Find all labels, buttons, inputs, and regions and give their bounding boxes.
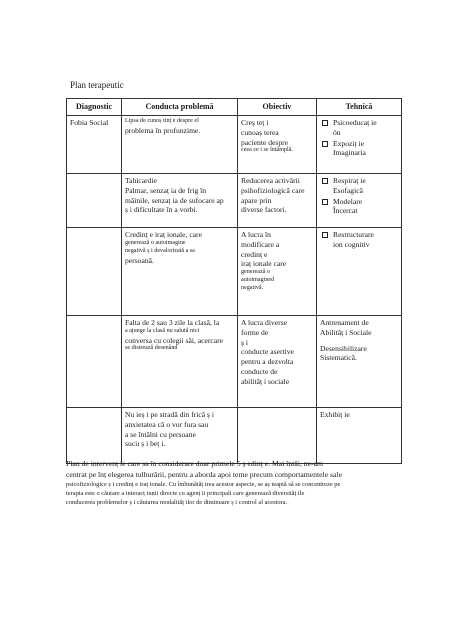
list-item — [320, 197, 398, 216]
cell-obiectiv — [238, 408, 317, 464]
item-text: Încercat — [333, 206, 358, 216]
note-line: terapia este o căutare a interacț iunii directe cu agenț ii principali care generează diversităț ile — [66, 489, 305, 497]
header-tehnica: Tehnică — [317, 99, 402, 116]
cell-conduita — [122, 228, 238, 316]
cell-tehnica — [317, 408, 402, 464]
item-text: Esofagică — [333, 185, 363, 195]
note-line: psicofiziologice ș i credinț e iraț ionale. Cu îmbunătăț irea acestor aspecte, se aș teaptă să se concentreze pe — [66, 480, 341, 488]
list-item — [320, 230, 398, 249]
cell-conduita — [122, 316, 238, 408]
cell-line: conducte asertive — [241, 347, 294, 357]
cell-line: iraț ionale care — [241, 259, 287, 269]
header-diagnostic: Diagnostic — [67, 99, 122, 116]
cell-obiectiv — [238, 228, 317, 316]
cell-line: Desensibilizare — [320, 343, 367, 353]
item-text: Modelare — [333, 196, 363, 206]
header-conduita: Conducta problemă — [122, 99, 238, 116]
cell-line: ș i dificultate în a vorbi. — [125, 205, 198, 215]
table-row — [67, 174, 402, 228]
table-header-row — [67, 99, 402, 116]
note-line: conducerea problemelor ș i căutarea modalităț ilor de diminuare ș i control al acestora. — [66, 498, 288, 506]
cell-line: a se întâlni cu persoane — [125, 429, 196, 439]
cell-line: credinț e — [241, 249, 268, 259]
checkbox-icon — [322, 141, 328, 147]
cell-line: anxietatea că o vor fura sau — [125, 419, 209, 429]
cell-diagnostic — [67, 174, 122, 228]
list-item — [320, 139, 398, 158]
cell-obiectiv — [238, 116, 317, 174]
cell-line: pentru a dezvolta — [241, 357, 294, 367]
cell-tehnica — [317, 116, 402, 174]
table-row — [67, 316, 402, 408]
cell-line: modificare a — [241, 239, 280, 249]
item-text: Psicoeducaț ie — [333, 118, 377, 128]
item-text: ion cognitiv — [333, 239, 370, 249]
cell-line: negativă ș i devalorizată a sa — [125, 247, 195, 254]
cell-line: abilităț i sociale — [241, 376, 290, 386]
cell-line: generează o autoimagine — [125, 239, 186, 246]
cell-line: Exhibiț ie — [320, 410, 350, 420]
checkbox-icon — [322, 199, 328, 205]
item-text: Expoziț ie — [333, 138, 364, 148]
cell-line: mâinile, senzaț ia de sufocare ap — [125, 195, 224, 205]
checkbox-icon — [322, 178, 328, 184]
cell-line: ș i — [241, 337, 248, 347]
item-text: Respiraț ie — [333, 176, 366, 186]
cell-line: ceea ce i se întâmplă. — [241, 147, 293, 154]
table-row — [67, 228, 402, 316]
cell-line: Creș teț i — [241, 118, 269, 128]
page-title: Plan terapeutic — [70, 80, 124, 90]
cell-line: Falta de 2 sau 3 zile la clasă, la — [125, 318, 220, 328]
cell-line: Antrenament de — [320, 318, 369, 328]
cell-line: generează o — [241, 269, 270, 276]
checkbox-icon — [322, 232, 328, 238]
cell-line: forme de — [241, 327, 269, 337]
cell-diagnostic — [67, 228, 122, 316]
cell-line: cunoaș terea — [241, 127, 279, 137]
cell-diagnostic: Fobia Social — [67, 116, 122, 174]
cell-line: Sistematică. — [320, 353, 357, 363]
cell-tehnica — [317, 174, 402, 228]
cell-line: Tahicardie — [125, 176, 157, 186]
cell-line: apare prin — [241, 195, 272, 205]
cell-line: A lucra în — [241, 230, 271, 240]
cell-diagnostic — [67, 408, 122, 464]
cell-line: Palmar, senzaț ia de frig în — [125, 185, 207, 195]
cell-line: se distrează desenând — [125, 345, 178, 352]
cell-line: Reducerea activării — [241, 176, 300, 186]
cell-line: diverse factori. — [241, 205, 287, 215]
list-item — [320, 176, 398, 195]
cell-line: Credinț e iraț ionale, care — [125, 230, 202, 240]
cell-line: Abilităț i Sociale — [320, 327, 372, 337]
cell-line: conversa cu colegii săi, acercare — [125, 335, 224, 345]
cell-line: psihofiziologică care — [241, 185, 305, 195]
cell-line: persoană. — [125, 255, 154, 265]
cell-line: negativă. — [241, 284, 264, 291]
checkbox-icon — [322, 120, 328, 126]
table-row — [67, 408, 402, 464]
list-item — [320, 118, 398, 137]
cell-conduita — [122, 174, 238, 228]
cell-line: autoimagined — [241, 276, 275, 283]
cell-obiectiv — [238, 316, 317, 408]
plan-note-paragraph — [66, 459, 406, 507]
cell-line: suciı ș i beț i. — [125, 439, 166, 449]
cell-line: a ajunge la clasă nu salută nici — [125, 327, 200, 334]
item-text: ön — [333, 127, 341, 137]
cell-line: A lucra diverse — [241, 318, 287, 328]
cell-diagnostic — [67, 316, 122, 408]
cell-line: conducte de — [241, 366, 278, 376]
cell-line: Nu ieș i pe stradă din frică ș i — [125, 410, 214, 420]
therapy-plan-table — [66, 98, 402, 464]
header-obiectiv: Obiectiv — [238, 99, 317, 116]
cell-tehnica — [317, 228, 402, 316]
cell-line: problema în profunzime. — [125, 126, 201, 136]
cell-conduita — [122, 408, 238, 464]
cell-line: paciente despre — [241, 137, 289, 147]
table-row — [67, 116, 402, 174]
item-text: Imaginaria — [333, 148, 366, 158]
cell-conduita — [122, 116, 238, 174]
note-line: centrat pe înț elegerea tulburării, pentru a aborda apoi teme precum comportamentele sale — [66, 469, 342, 479]
cell-line: Lipsa de cunoș tinț e despre el — [125, 118, 199, 125]
note-line: Plan de intervenț ie care sa în considerare doar primele 5 ș edinț e. Mai întâi, ne-am — [66, 459, 324, 468]
item-text: Restructurare — [333, 230, 374, 240]
cell-obiectiv — [238, 174, 317, 228]
cell-tehnica — [317, 316, 402, 408]
